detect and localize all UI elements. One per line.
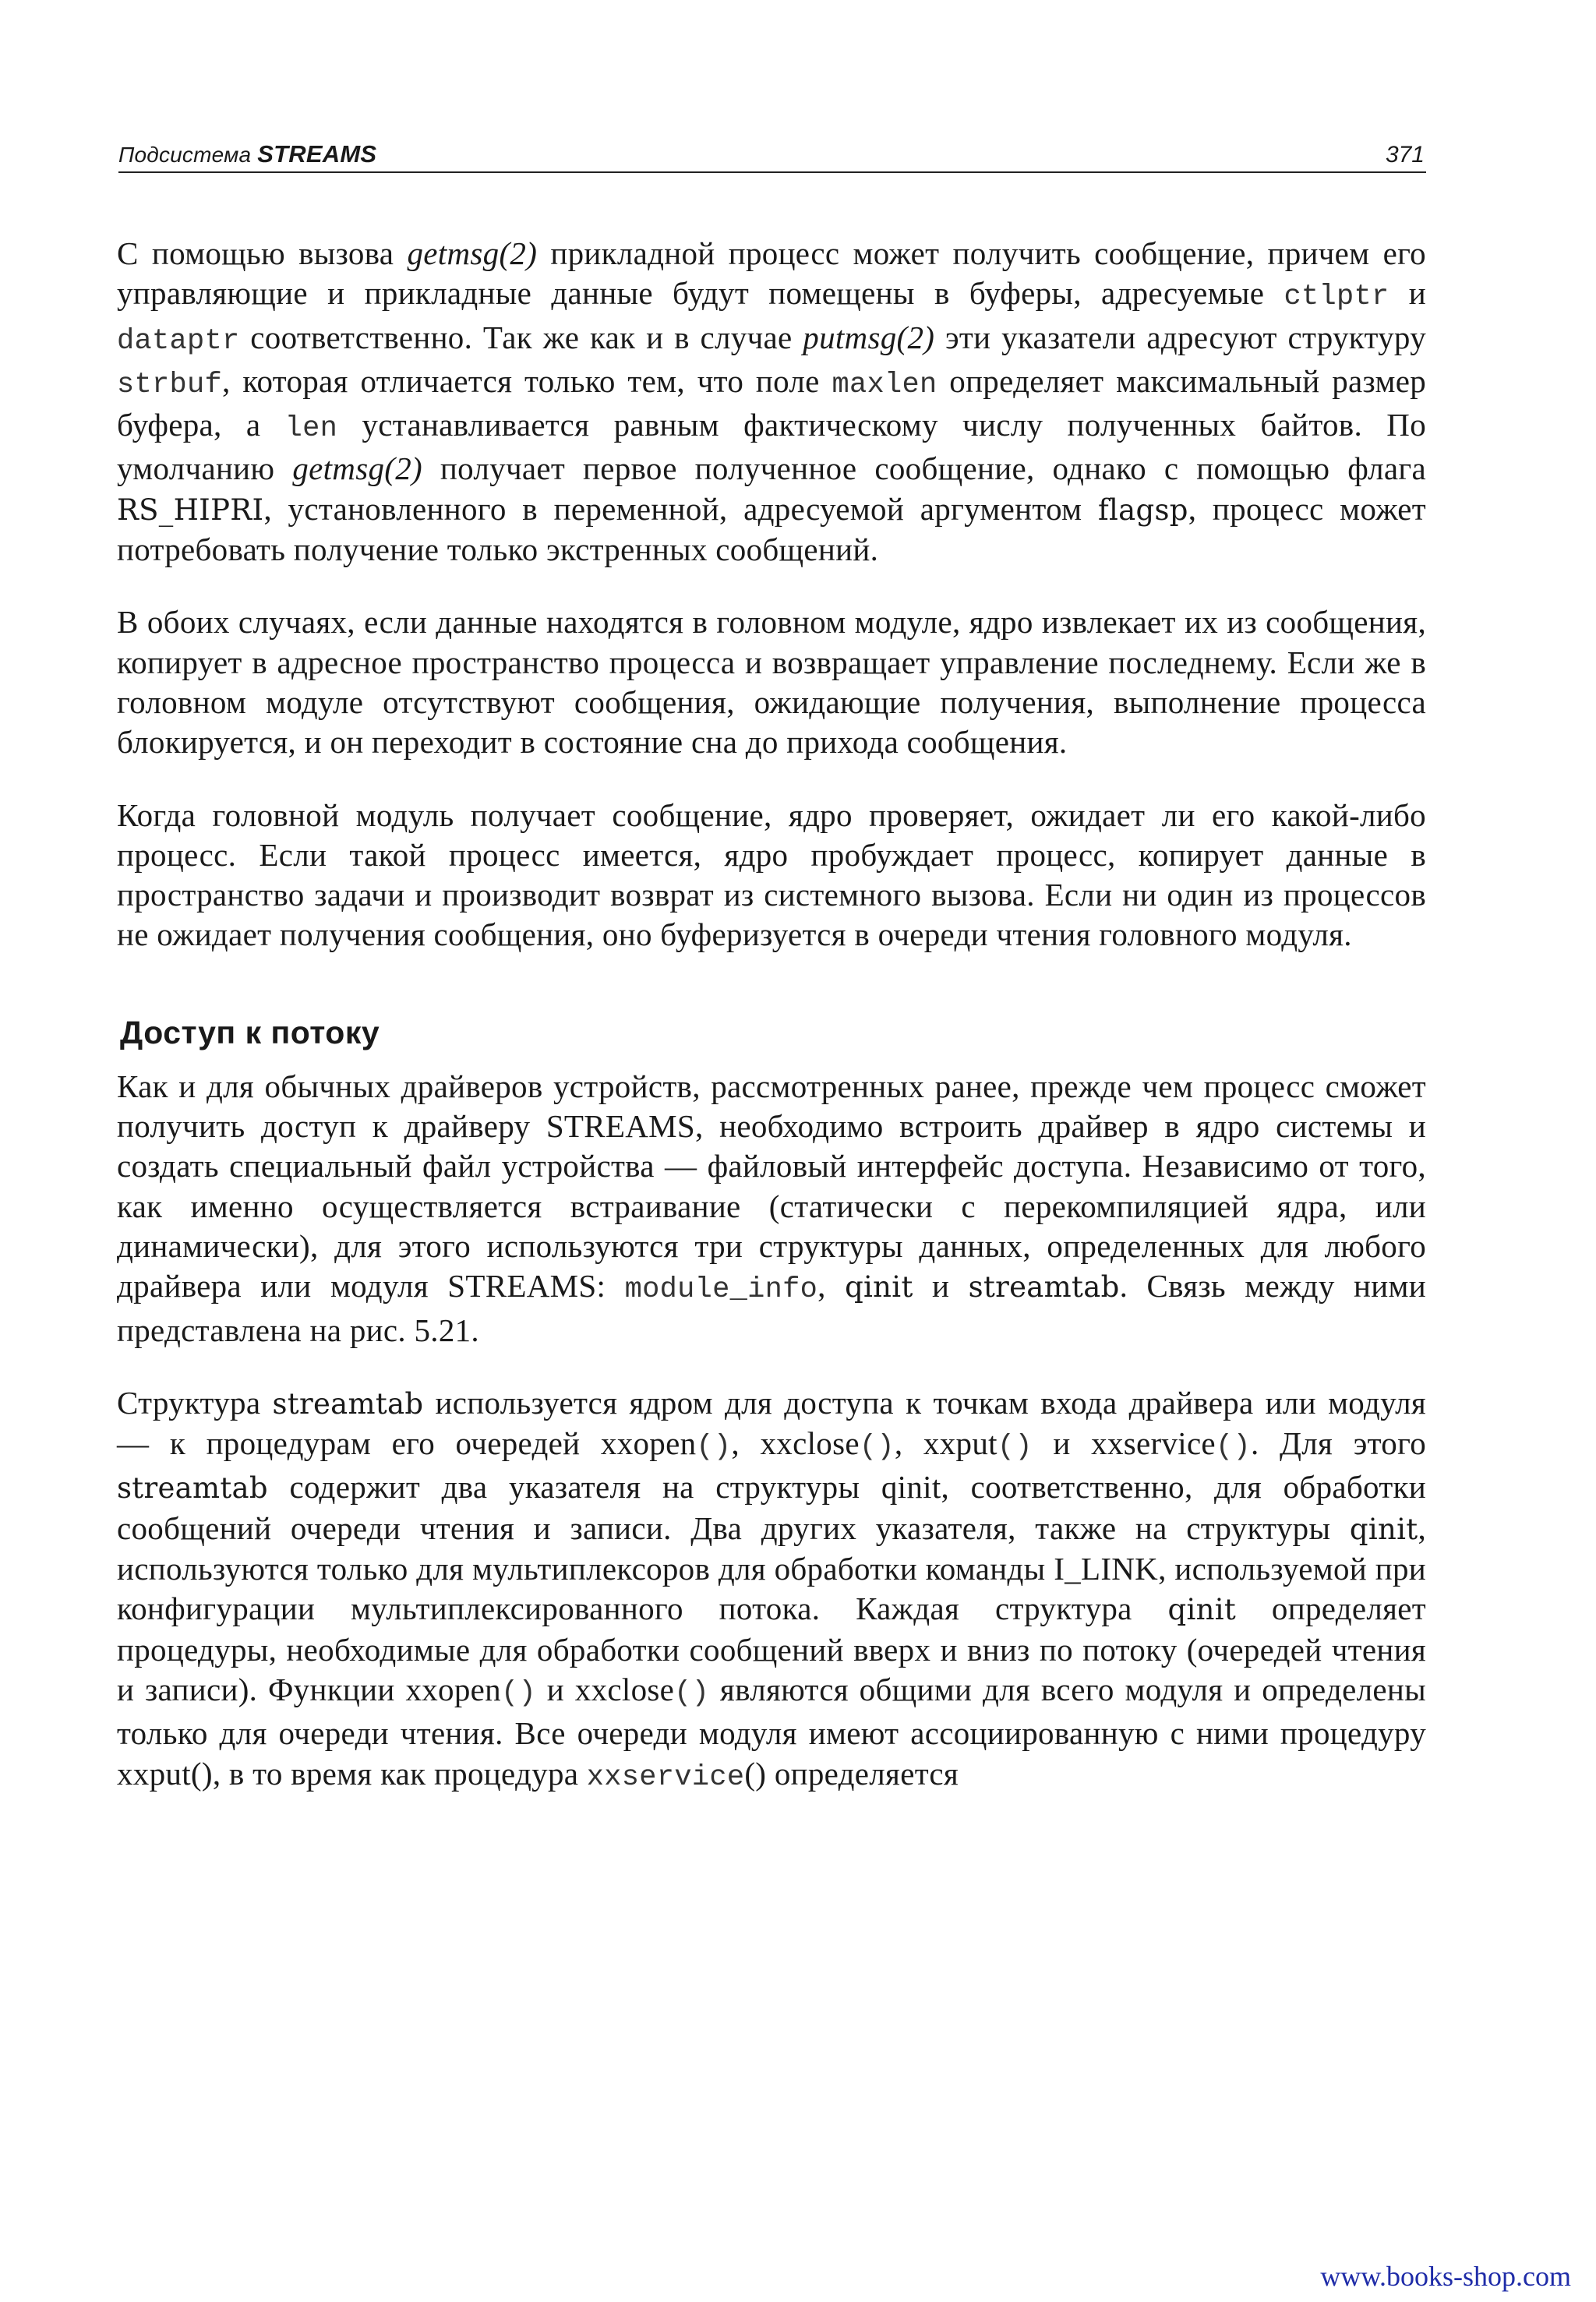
section-title: Подсистема STREAMS <box>118 140 377 168</box>
page-number: 371 <box>1385 142 1425 168</box>
running-head <box>118 136 1426 173</box>
paragraph-1: С помощью вызова getmsg(2) прикладной процесс может получить сообщение, причем его управляющие и прикладные данные будут помещены в буферы, адресуемые ctlptr и dataptr соответственно. Так же как и в случае putmsg(2) эти указатели адресуют структуру strbuf, которая отличается только тем, что поле maxlen определяет максимальный размер буфера, а len устанавливается равным фактическому числу полученных байтов. По умолчанию getmsg(2) получает первое полученное сообщение, однако с помощью флага RS_HIPRI, установленного в переменной, адресуемой аргументом flagsp, процесс может потребовать получение только экстренных сообщений. <box>117 235 1426 568</box>
paragraph-5: Структура streamtab используется ядром для доступа к точкам входа драйвера или модуля — к процедурам его очередей xxopen(), xxclose(), xxput() и xxservice(). Для этого streamtab содержит два указателя на структуры qinit, соответственно, для обработки сообщений очереди чтения и записи. Два других указателя, также на структуры qinit, используются только для мультиплексоров для обработки команды I_LINK, используемой при конфигурации мультиплексированного потока. Каждая структура qinit определяет процедуры, необходимые для обработки сообщений вверх и вниз по потоку (очередей чтения и записи). Функции xxopen() и xxclose() являются общими для всего модуля и определены только для очереди чтения. Все очереди модуля имеют ассоциированную с ними процедуру xxput(), в то время как процедура xxservice() определяется <box>117 1384 1427 1794</box>
paragraph-2: В обоих случаях, если данные находятся в головном модуле, ядро извлекает их из сообщения, копирует в адресное пространство процесса и возвращает управление последнему. Если же в головном модуле отсутствуют сообщения, ожидающие получения, выполнение процесса блокируется, и он переходит в состояние сна до прихода сообщения. <box>117 604 1426 761</box>
footer-link[interactable]: www.books-shop.com <box>1320 2261 1571 2292</box>
paragraph-4: Как и для обычных драйверов устройств, рассмотренных ранее, прежде чем процесс сможет получить доступ к драйверу STREAMS, необходимо встроить драйвер в ядро системы и создать специальный файл устройства — файловый интерфейс доступа. Независимо от того, как именно осуществляется встраивание (статически с перекомпиляцией ядра, или динамически), для этого используются три структуры данных, определенных для любого драйвера или модуля STREAMS: module_info, qinit и streamtab. Связь между ними представлена на рис. 5.21. <box>117 1068 1427 1348</box>
paragraph-3: Когда головной модуль получает сообщение, ядро проверяет, ожидает ли его какой-либо процесс. Если такой процесс имеется, ядро пробуждает процесс, копирует данные в пространство задачи и производит возврат из системного вызова. Если ни один из процессов не ожидает получения сообщения, оно буферизуется в очереди чтения головного модуля. <box>117 796 1426 953</box>
page-body <box>117 234 1426 1831</box>
section-heading: Доступ к потоку <box>120 1014 380 1050</box>
